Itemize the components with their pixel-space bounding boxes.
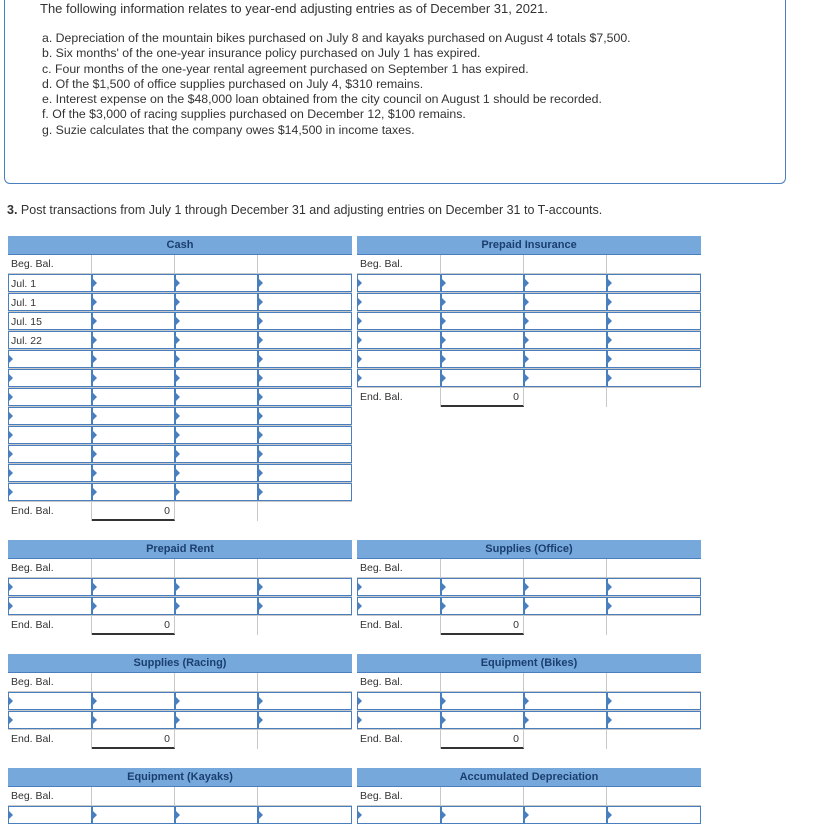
debit-input[interactable] [441, 711, 524, 729]
question-number: 3. [7, 203, 18, 217]
date-input[interactable] [8, 464, 92, 482]
date-input[interactable] [357, 597, 441, 615]
t-account-prepaid-rent [8, 540, 352, 635]
credit-input[interactable] [175, 369, 258, 387]
t-account-title: Equipment (Kayaks) [8, 768, 352, 787]
date-input[interactable] [357, 369, 441, 387]
t-account-title: Prepaid Insurance [357, 236, 701, 255]
t-account-title: Supplies (Racing) [8, 654, 352, 673]
amount-input[interactable] [258, 426, 352, 444]
amount-input[interactable] [258, 597, 352, 615]
adjustment-item: d. Of the $1,500 of office supplies purchased on July 4, $310 remains. [42, 76, 424, 91]
credit-input[interactable] [524, 806, 607, 824]
date-input[interactable] [8, 350, 92, 368]
credit-input[interactable] [175, 274, 258, 292]
end-balance-value: 0 [441, 616, 524, 635]
date-input[interactable] [8, 407, 92, 425]
debit-input[interactable] [441, 350, 524, 368]
end-balance-value: 0 [92, 616, 175, 635]
beg-bal-label: Beg. Bal. [8, 673, 92, 691]
date-input[interactable] [8, 597, 92, 615]
credit-input[interactable] [175, 331, 258, 349]
debit-input[interactable] [92, 597, 175, 615]
credit-input[interactable] [175, 426, 258, 444]
date-input[interactable]: Jul. 15 [8, 312, 92, 330]
t-account-supplies-racing [8, 654, 352, 749]
debit-input[interactable] [441, 331, 524, 349]
date-input[interactable] [8, 388, 92, 406]
adjustment-item: e. Interest expense on the $48,000 loan obtained from the city council on August 1 should be recorded. [42, 92, 602, 107]
date-input[interactable] [8, 426, 92, 444]
date-input[interactable] [357, 692, 441, 710]
debit-input[interactable] [441, 293, 524, 311]
end-balance-value: 0 [92, 730, 175, 749]
t-account-title: Prepaid Rent [8, 540, 352, 559]
debit-input[interactable] [92, 312, 175, 330]
date-input[interactable] [357, 274, 441, 292]
end-balance-value: 0 [441, 730, 524, 749]
t-account-title: Equipment (Bikes) [357, 654, 701, 673]
amount-input[interactable] [258, 711, 352, 729]
debit-input[interactable] [92, 369, 175, 387]
debit-input[interactable] [441, 274, 524, 292]
debit-input[interactable] [92, 806, 175, 824]
adjustment-item: f. Of the $3,000 of racing supplies purchased on December 12, $100 remains. [42, 107, 466, 122]
debit-input[interactable] [441, 312, 524, 330]
credit-input[interactable] [175, 312, 258, 330]
debit-input[interactable] [441, 806, 524, 824]
credit-input[interactable] [175, 692, 258, 710]
beg-bal-label: Beg. Bal. [8, 255, 92, 273]
date-input[interactable] [357, 293, 441, 311]
debit-input[interactable] [92, 464, 175, 482]
credit-input[interactable] [175, 464, 258, 482]
date-input[interactable] [357, 312, 441, 330]
adjustment-item: b. Six months' of the one-year insurance policy purchased on July 1 has expired. [42, 46, 481, 61]
amount-input[interactable] [258, 578, 352, 596]
end-bal-label: End. Bal. [357, 616, 441, 635]
end-balance-value: 0 [92, 502, 175, 521]
debit-input[interactable] [441, 369, 524, 387]
debit-input[interactable] [92, 692, 175, 710]
date-input[interactable] [357, 350, 441, 368]
adjustment-item: g. Suzie calculates that the company owes $14,500 in income taxes. [42, 122, 415, 137]
amount-input[interactable] [258, 388, 352, 406]
amount-input[interactable] [258, 464, 352, 482]
adjustment-item: c. Four months of the one-year rental agreement purchased on September 1 has expired. [42, 61, 529, 76]
amount-input[interactable] [258, 445, 352, 463]
date-input[interactable] [8, 806, 92, 824]
amount-input[interactable] [258, 806, 352, 824]
date-input[interactable] [357, 578, 441, 596]
t-account-prepaid-insurance [357, 236, 701, 407]
end-bal-label: End. Bal. [8, 616, 92, 635]
credit-input[interactable] [524, 312, 607, 330]
debit-input[interactable] [92, 426, 175, 444]
date-input[interactable] [8, 445, 92, 463]
amount-input[interactable] [607, 369, 701, 387]
credit-input[interactable] [524, 578, 607, 596]
credit-input[interactable] [175, 483, 258, 501]
beg-bal-label: Beg. Bal. [357, 787, 441, 805]
beg-bal-label: Beg. Bal. [8, 787, 92, 805]
credit-input[interactable] [524, 711, 607, 729]
debit-input[interactable] [92, 274, 175, 292]
debit-input[interactable] [92, 350, 175, 368]
date-input[interactable] [8, 711, 92, 729]
credit-input[interactable] [524, 692, 607, 710]
credit-input[interactable] [524, 597, 607, 615]
debit-input[interactable] [92, 331, 175, 349]
date-input[interactable] [8, 692, 92, 710]
beg-bal-label: Beg. Bal. [357, 255, 441, 273]
amount-input[interactable] [607, 597, 701, 615]
date-input[interactable] [8, 578, 92, 596]
debit-input[interactable] [92, 483, 175, 501]
amount-input[interactable] [258, 350, 352, 368]
intro-text: The following information relates to year-end adjusting entries as of December 31, 2021. [40, 1, 549, 16]
end-bal-label: End. Bal. [357, 730, 441, 749]
amount-input[interactable] [607, 711, 701, 729]
date-input[interactable] [8, 483, 92, 501]
t-account-supplies-office [357, 540, 701, 635]
t-account-cash [8, 236, 352, 521]
date-input[interactable]: Jul. 1 [8, 274, 92, 292]
amount-input[interactable] [258, 483, 352, 501]
debit-input[interactable] [441, 578, 524, 596]
beg-bal-label: Beg. Bal. [8, 559, 92, 577]
debit-input[interactable] [92, 388, 175, 406]
beg-bal-label: Beg. Bal. [357, 673, 441, 691]
question-prompt [7, 203, 602, 217]
date-input[interactable]: Jul. 22 [8, 331, 92, 349]
amount-input[interactable] [258, 331, 352, 349]
amount-input[interactable] [607, 806, 701, 824]
credit-input[interactable] [175, 407, 258, 425]
t-account-equipment-bikes [357, 654, 701, 749]
date-input[interactable] [357, 806, 441, 824]
date-input[interactable] [357, 331, 441, 349]
credit-input[interactable] [524, 274, 607, 292]
debit-input[interactable] [92, 711, 175, 729]
end-bal-label: End. Bal. [8, 730, 92, 749]
amount-input[interactable] [258, 293, 352, 311]
t-account-title: Cash [8, 236, 352, 255]
date-input[interactable] [357, 711, 441, 729]
amount-input[interactable] [258, 312, 352, 330]
debit-input[interactable] [92, 407, 175, 425]
credit-input[interactable] [175, 445, 258, 463]
amount-input[interactable] [258, 274, 352, 292]
credit-input[interactable] [175, 711, 258, 729]
date-input[interactable]: Jul. 1 [8, 293, 92, 311]
credit-input[interactable] [524, 350, 607, 368]
debit-input[interactable] [92, 445, 175, 463]
debit-input[interactable] [441, 692, 524, 710]
beg-bal-label: Beg. Bal. [357, 559, 441, 577]
amount-input[interactable] [258, 407, 352, 425]
t-account-equipment-kayaks [8, 768, 352, 824]
date-input[interactable] [8, 369, 92, 387]
credit-input[interactable] [524, 293, 607, 311]
credit-input[interactable] [524, 331, 607, 349]
debit-input[interactable] [92, 578, 175, 596]
amount-input[interactable] [607, 578, 701, 596]
credit-input[interactable] [175, 388, 258, 406]
end-balance-value: 0 [441, 388, 524, 407]
credit-input[interactable] [175, 578, 258, 596]
credit-input[interactable] [175, 806, 258, 824]
amount-input[interactable] [258, 692, 352, 710]
amount-input[interactable] [607, 331, 701, 349]
amount-input[interactable] [607, 692, 701, 710]
credit-input[interactable] [175, 293, 258, 311]
amount-input[interactable] [258, 369, 352, 387]
credit-input[interactable] [524, 369, 607, 387]
adjustment-list [42, 31, 631, 138]
debit-input[interactable] [441, 597, 524, 615]
amount-input[interactable] [607, 350, 701, 368]
amount-input[interactable] [607, 312, 701, 330]
credit-input[interactable] [175, 350, 258, 368]
debit-input[interactable] [92, 293, 175, 311]
t-account-accumulated-depreciation [357, 768, 701, 824]
end-bal-label: End. Bal. [357, 388, 441, 407]
credit-input[interactable] [175, 597, 258, 615]
adjustment-item: a. Depreciation of the mountain bikes purchased on July 8 and kayaks purchased on August 4 totals $7,500. [42, 31, 631, 45]
amount-input[interactable] [607, 274, 701, 292]
t-account-title: Accumulated Depreciation [357, 768, 701, 787]
amount-input[interactable] [607, 293, 701, 311]
question-text: Post transactions from July 1 through December 31 and adjusting entries on December 31 to T-accounts. [20, 203, 603, 217]
t-account-title: Supplies (Office) [357, 540, 701, 559]
end-bal-label: End. Bal. [8, 502, 92, 521]
